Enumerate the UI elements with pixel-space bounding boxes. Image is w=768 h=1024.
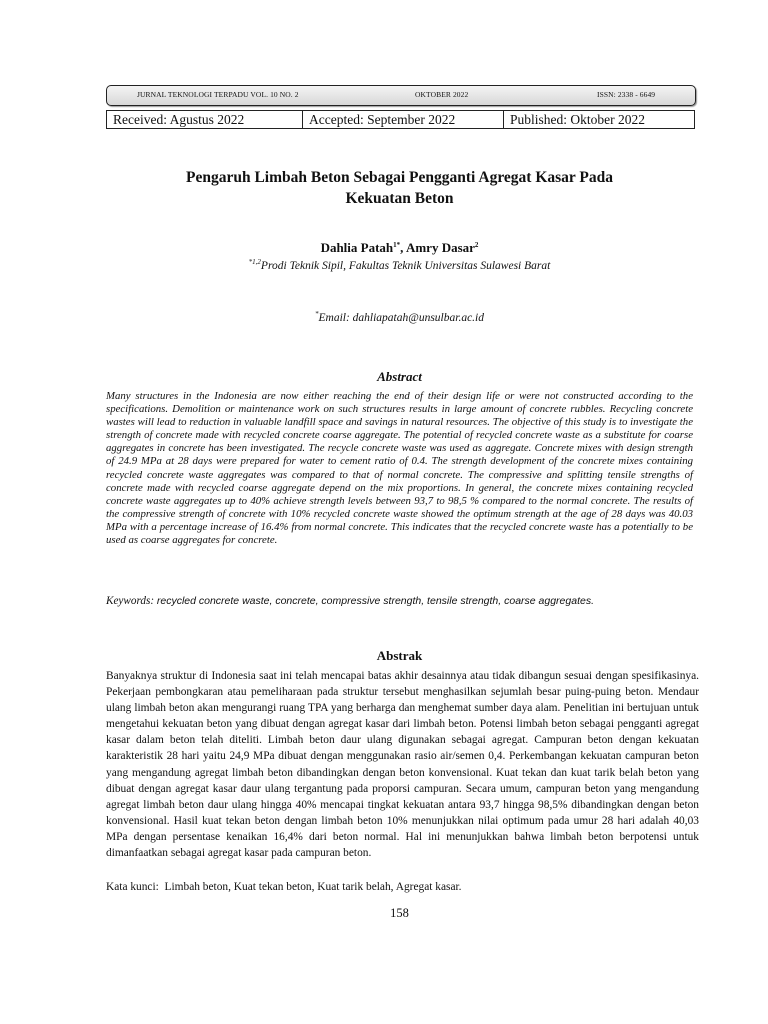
accepted-date: Accepted: September 2022 xyxy=(303,111,504,128)
author-separator: , xyxy=(400,240,406,255)
email-text: Email: dahliapatah@unsulbar.ac.id xyxy=(318,312,484,324)
keywords xyxy=(106,595,693,607)
journal-header xyxy=(106,85,696,106)
authors xyxy=(106,240,693,256)
author-1-sup: 1* xyxy=(393,241,401,249)
corresponding-email xyxy=(106,310,693,324)
keywords-label: Keywords: xyxy=(106,595,157,607)
abstract-heading: Abstract xyxy=(377,369,422,384)
paper-title xyxy=(106,167,693,209)
title-line-1: Pengaruh Limbah Beton Sebagai Pengganti Agregat Kasar Pada xyxy=(186,169,613,186)
journal-name: JURNAL TEKNOLOGI TERPADU VOL. 10 NO. 2 xyxy=(137,90,299,99)
page-number: 158 xyxy=(390,906,409,920)
issn: ISSN: 2338 - 6649 xyxy=(597,90,656,99)
email-sup: * xyxy=(314,310,319,318)
abstrak-text: Banyaknya struktur di Indonesia saat ini telah mencapai batas akhir desainnya atau tidak dibangun sesuai dengan spesifikasinya. Pekerjaan pembongkaran atau pemeliharaan pada struktur tersebut menghasilkan sejumlah besar puing-puing beton. Mendaur ulang limbah beton akan mengurangi ruang TPA yang berharga dan menghemat sumber daya alam. Penelitian ini bertujuan untuk mengetahui kekuatan beton yang dibuat dengan agregat kasar dari limbah beton. Potensi limbah beton sebagai pengganti agregat kasar dalam beton telah diteliti. Limbah beton daur ulang digunakan sebagai agregat. Campuran beton dengan kekuatan karakteristik 28 hari yaitu 24,9 MPa dibuat dengan menggunakan rasio air/semen 0,4. Perkembangan kekuatan campuran beton yang mengandung agregat limbah beton dibandingkan dengan beton konvensional. Kuat tekan dan kuat tarik belah beton yang dibuat dengan agregat kasar daur ulang tergantung pada proporsi campuran. Secara umum, campuran beton yang mengandung agregat limbah beton daur ulang hingga 40% mencapai tingkat kekuatan antara 93,7 hingga 98,5% dibandingkan dengan beton konvensional. Hasil kuat tekan beton dengan limbah beton 10% menunjukkan nilai optimum pada umur 28 hari adalah 40,03 MPa dengan persentase kenaikan 16,4% dari beton normal. Hal ini menunjukkan bahwa limbah beton berpotensi untuk dimanfaatkan sebagai agregat kasar pada campuran beton. xyxy=(106,670,699,860)
affiliation xyxy=(106,258,693,272)
author-2-sup: 2 xyxy=(474,241,479,249)
abstract-text: Many structures in the Indonesia are now either reaching the end of their design life or were not constructed according to the specifications. Demolition or maintenance work on such structures results in large amount of concrete rubbles. Recycling concrete wastes will lead to reduction in valuable landfill space and savings in natural resources. The objective of this study is to investigate the strength of concrete made with recycled concrete coarse aggregate. The potential of recycled concrete waste as a substitute for coarse aggregates in concrete has been investigated. The recycle concrete waste was used as aggregate. Concrete mixes with design strength of 24.9 MPa at 28 days were prepared for water to cement ratio of 0.4. The strength development of the concrete mixes containing recycled concrete waste aggregates was compared to that of normal concrete. The compressive and splitting tensile strengths of concrete made with recycled coarse aggregate depend on the mix proportions. In general, the concrete mixes containing recycled concrete waste aggregates up to 40% achieve strength levels between 93,7 to 98,5 % compared to the normal concrete. The results of the compressive strength of concrete with 10% recycled concrete waste showed the optimum strength at the age of 28 days was 40.03 MPa with a percentage increase of 16.4% from normal concrete. This indicates that the recycled concrete waste has a potentially to be used as coarse aggregates for concrete. xyxy=(106,390,693,547)
affiliation-sup: *1,2 xyxy=(248,258,261,266)
submission-dates-table xyxy=(106,110,695,129)
affiliation-text: Prodi Teknik Sipil, Fakultas Teknik Universitas Sulawesi Barat xyxy=(260,260,551,272)
issue-month: OKTOBER 2022 xyxy=(415,90,469,99)
published-date: Published: Oktober 2022 xyxy=(510,112,645,127)
kata-kunci: Kata kunci: Limbah beton, Kuat tekan beton, Kuat tarik belah, Agregat kasar. xyxy=(106,881,462,893)
abstrak-heading: Abstrak xyxy=(376,648,423,663)
keywords-text: recycled concrete waste, concrete, compressive strength, tensile strength, coarse aggregates. xyxy=(156,595,594,607)
author-1: Dahlia Patah xyxy=(320,240,394,255)
title-line-2: Kekuatan Beton xyxy=(345,190,454,207)
received-date: Received: Agustus 2022 xyxy=(107,111,303,128)
author-2: Amry Dasar xyxy=(405,240,475,255)
